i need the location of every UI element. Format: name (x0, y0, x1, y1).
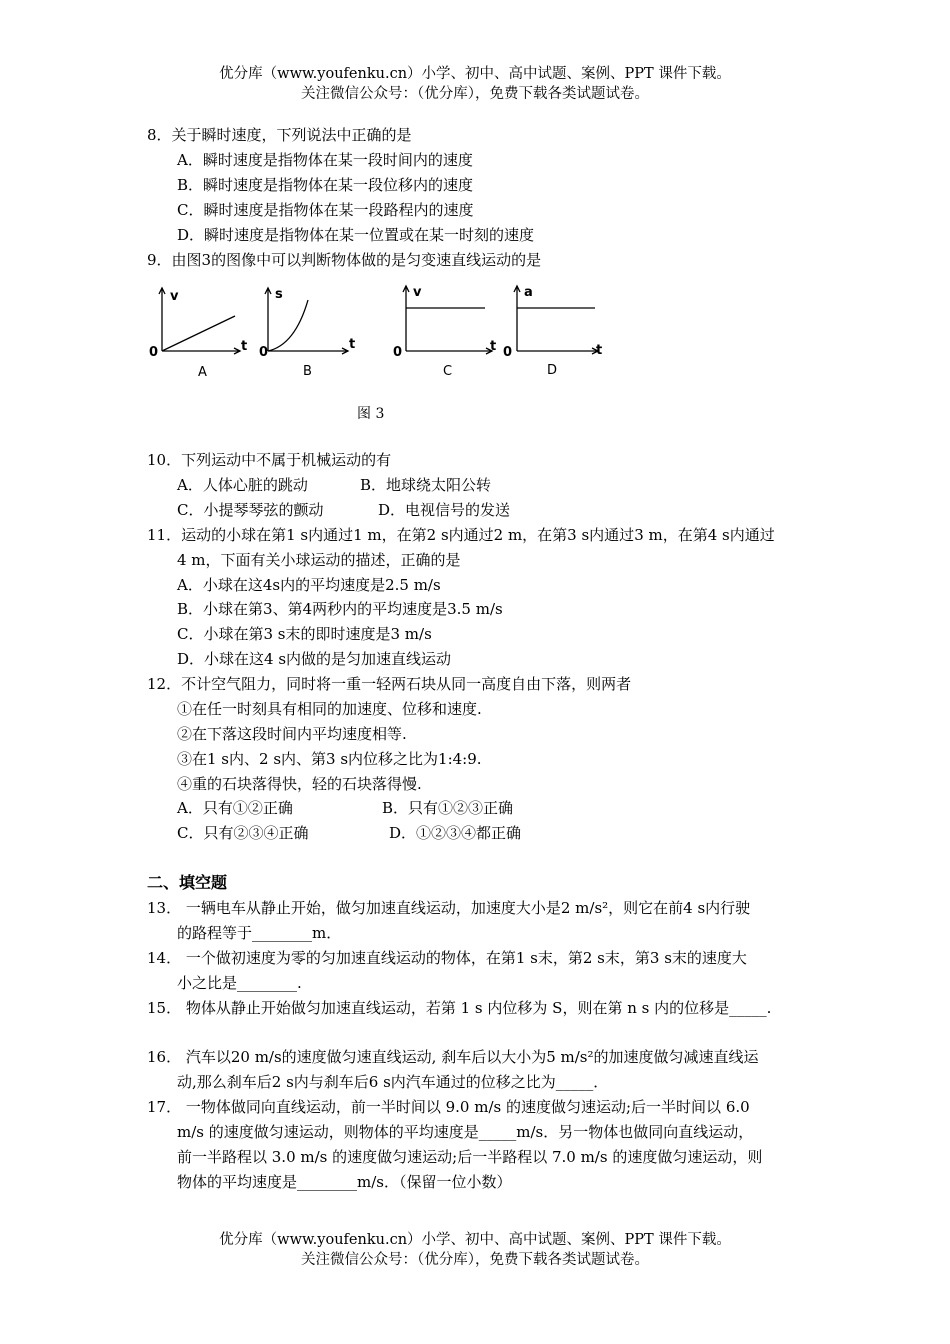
q10-stem: 10．下列运动中不属于机械运动的有 (147, 451, 392, 469)
q9-figure (140, 280, 620, 390)
graph-d-origin: 0 (503, 345, 513, 360)
q12-option-d: D．①②③④都正确 (389, 824, 522, 842)
q11-option-c: C．小球在第3 s末的即时速度是3 m/s (177, 625, 432, 643)
q11-stem-line2: 4 m，下面有关小球运动的描述，正确的是 (177, 551, 461, 569)
q13-line1: 13． 一辆电车从静止开始，做匀加速直线运动，加速度大小是2 m/s²，则它在前4 s内行驶 (147, 899, 751, 917)
q10-option-d: D．电视信号的发送 (378, 501, 511, 519)
q17-line1: 17． 一物体做同向直线运动，前一半时间以 9.0 m/s 的速度做匀速运动;后一半时间以 6.0 (147, 1098, 750, 1116)
graph-d-x-label: t (596, 343, 603, 358)
q10-option-a: A．人体心脏的跳动 (177, 476, 308, 494)
q17-line4: 物体的平均速度是________m/s．（保留一位小数） (177, 1173, 512, 1191)
q14-line2: 小之比是________. (177, 974, 302, 992)
graph-c-origin: 0 (393, 345, 403, 360)
page-footer-line1: 优分库（www.youfenku.cn）小学、初中、高中试题、案例、PPT 课件下载。 (219, 1232, 731, 1248)
q11-option-d: D．小球在这4 s内做的是匀加速直线运动 (177, 650, 452, 668)
q17-line2: m/s 的速度做匀速运动，则物体的平均速度是_____m/s．另一物体也做同向直线运动， (177, 1123, 754, 1141)
graph-b-curve (268, 300, 308, 351)
section-title-fill-in: 二、填空题 (147, 873, 228, 892)
q15-line1: 15． 物体从静止开始做匀加速直线运动，若第 1 s 内位移为 S，则在第 n s 内的位移是_____. (147, 999, 772, 1017)
q8-option-d: D．瞬时速度是指物体在某一位置或在某一时刻的速度 (177, 226, 535, 244)
graph-b-caption: B (303, 364, 312, 379)
q12-statement-1: ①在任一时刻具有相同的加速度、位移和速度. (177, 700, 482, 718)
q8-stem: 8．关于瞬时速度，下列说法中正确的是 (147, 126, 412, 144)
q10-option-c: C．小提琴琴弦的颤动 (177, 501, 324, 519)
graph-d-caption: D (547, 363, 558, 378)
graph-b-y-label: s (275, 287, 283, 302)
q8-option-b: B．瞬时速度是指物体在某一段位移内的速度 (177, 176, 474, 194)
q12-option-b: B．只有①②③正确 (382, 799, 514, 817)
q8-option-a: A．瞬时速度是指物体在某一段时间内的速度 (177, 151, 473, 169)
q13-line2: 的路程等于________m． (177, 924, 342, 942)
q11-option-a: A．小球在这4s内的平均速度是2.5 m/s (177, 576, 441, 594)
q8-option-c: C．瞬时速度是指物体在某一段路程内的速度 (177, 201, 474, 219)
graph-a-y-label: v (170, 289, 179, 304)
q14-line1: 14． 一个做初速度为零的匀加速直线运动的物体，在第1 s末，第2 s末，第3 s末的速度大 (147, 949, 747, 967)
q12-statement-2: ②在下落这段时间内平均速度相等. (177, 725, 407, 743)
graph-c-x-label: t (490, 339, 497, 354)
q9-stem: 9．由图3的图像中可以判断物体做的是匀变速直线运动的是 (147, 251, 542, 269)
page-header-line2: 关注微信公众号：（优分库），免费下载各类试题试卷。 (301, 86, 649, 102)
q11-stem-line1: 11．运动的小球在第1 s内通过1 m，在第2 s内通过2 m，在第3 s内通过3 m，在第4 s内通过 (147, 526, 775, 544)
page-header-line1: 优分库（www.youfenku.cn）小学、初中、高中试题、案例、PPT 课件下载。 (219, 66, 731, 82)
q16-line1: 16． 汽车以20 m/s的速度做匀速直线运动, 刹车后以大小为5 m/s²的加速度做匀减速直线运 (147, 1048, 759, 1066)
graph-b-x-label: t (349, 337, 356, 352)
q17-line3: 前一半路程以 3.0 m/s 的速度做匀速运动;后一半路程以 7.0 m/s 的速度做匀速运动，则 (177, 1148, 763, 1166)
graph-a-line (162, 316, 235, 351)
q10-option-b: B．地球绕太阳公转 (360, 476, 492, 494)
q12-statement-3: ③在1 s内、2 s内、第3 s内位移之比为1:4:9. (177, 750, 482, 768)
graph-a-origin: 0 (149, 345, 159, 360)
q12-option-c: C．只有②③④正确 (177, 824, 309, 842)
figure-3-caption: 图 3 (357, 406, 385, 422)
graph-a-x-label: t (241, 339, 248, 354)
graph-c-caption: C (443, 364, 453, 379)
q12-statement-4: ④重的石块落得快，轻的石块落得慢. (177, 775, 422, 793)
q12-stem: 12．不计空气阻力，同时将一重一轻两石块从同一高度自由下落，则两者 (147, 675, 632, 693)
page-footer-line2: 关注微信公众号：（优分库），免费下载各类试题试卷。 (301, 1252, 649, 1268)
graph-c-y-label: v (413, 285, 422, 300)
q12-option-a: A．只有①②正确 (177, 799, 293, 817)
graph-a-caption: A (198, 365, 207, 380)
q16-line2: 动,那么刹车后2 s内与刹车后6 s内汽车通过的位移之比为_____． (177, 1073, 609, 1091)
graph-b-origin: 0 (259, 345, 269, 360)
graph-d-y-label: a (524, 285, 533, 300)
q11-option-b: B．小球在第3、第4两秒内的平均速度是3.5 m/s (177, 600, 503, 618)
